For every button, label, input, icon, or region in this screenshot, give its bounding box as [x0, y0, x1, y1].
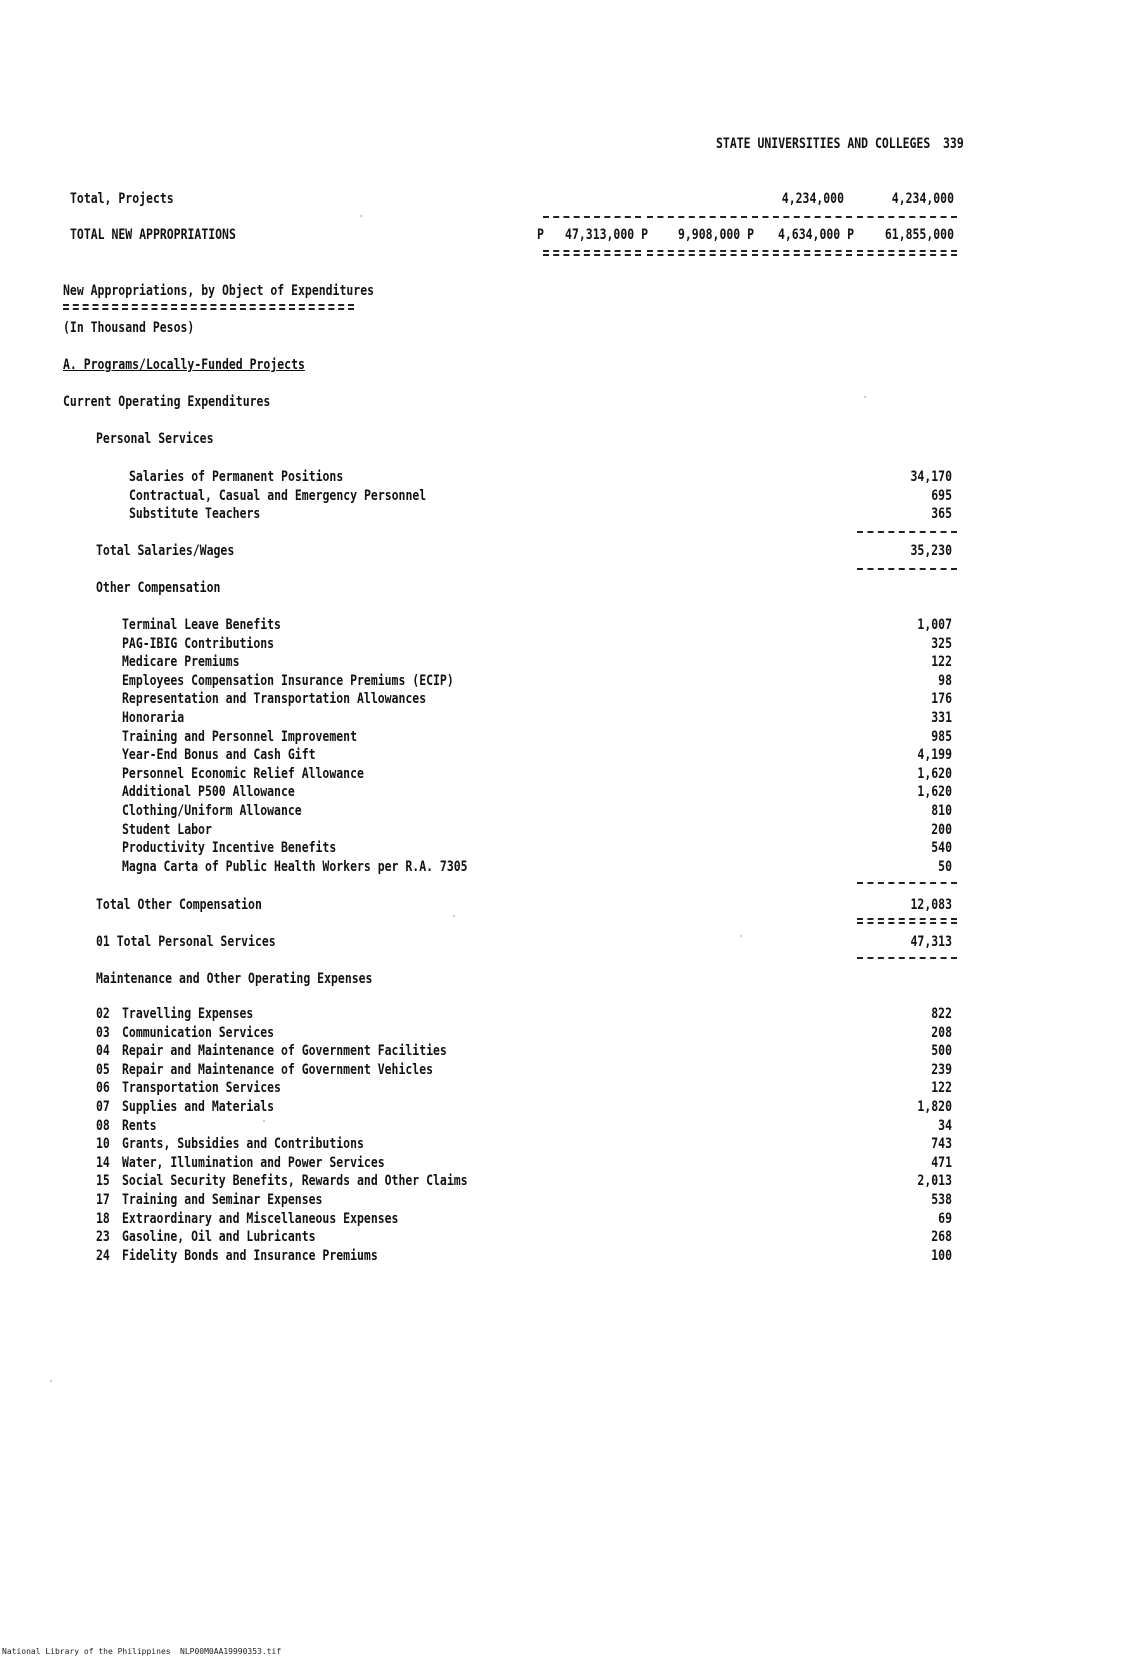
line-item-label: Fidelity Bonds and Insurance Premiums [122, 1247, 378, 1264]
line-item-label: Honoraria [122, 710, 185, 726]
programs-heading: A. Programs/Locally-Funded Projects [63, 357, 305, 373]
line-item-value: 69 [938, 1210, 952, 1227]
line-item-label: Training and Personnel Improvement [122, 728, 357, 745]
rule [857, 531, 957, 533]
line-item-value: 325 [931, 635, 952, 652]
line-item-value: 500 [931, 1043, 952, 1060]
line-item-label: Year-End Bonus and Cash Gift [122, 747, 316, 764]
line-item-value: 331 [931, 710, 952, 726]
double-rule [857, 250, 957, 256]
line-item-value: 176 [931, 691, 952, 708]
line-item-value: 34,170 [910, 469, 952, 485]
expense-code: 08 [96, 1117, 110, 1134]
line-item-label: Repair and Maintenance of Government Vehicles [122, 1061, 434, 1078]
total-personal-services-value: 47,313 [910, 934, 952, 950]
line-item-label: Gasoline, Oil and Lubricants [122, 1229, 316, 1246]
total-salaries-value: 35,230 [910, 543, 952, 559]
rule [857, 957, 957, 959]
rule [752, 216, 852, 218]
line-item-label: Additional P500 Allowance [122, 784, 295, 801]
line-item-label: Clothing/Uniform Allowance [122, 803, 302, 819]
expense-code: 02 [96, 1006, 110, 1022]
expense-code: 04 [96, 1043, 110, 1060]
line-item-label: Medicare Premiums [122, 654, 240, 671]
rule [857, 216, 957, 218]
line-item-label: Supplies and Materials [122, 1099, 275, 1115]
expense-code: 24 [96, 1247, 110, 1264]
line-item-value: 122 [931, 1080, 952, 1097]
line-item-label: Substitute Teachers [129, 506, 261, 522]
line-item-value: 2,013 [917, 1173, 952, 1190]
line-item-label: Terminal Leave Benefits [122, 617, 281, 633]
rule [647, 216, 747, 218]
line-item-label: Water, Illumination and Power Services [122, 1154, 385, 1171]
line-item-label: Personnel Economic Relief Allowance [122, 765, 364, 782]
section-title: New Appropriations, by Object of Expenditures [63, 283, 375, 299]
line-item-value: 239 [931, 1061, 952, 1078]
line-item-label: Extraordinary and Miscellaneous Expenses [122, 1210, 399, 1227]
personal-services-heading: Personal Services [96, 431, 214, 447]
line-item-value: 538 [931, 1192, 952, 1208]
line-item-value: 985 [931, 728, 952, 745]
scan-speck [360, 215, 362, 217]
line-item-value: 1,620 [917, 784, 952, 801]
scan-speck [453, 915, 455, 917]
line-item-value: 122 [931, 654, 952, 671]
expense-code: 10 [96, 1136, 110, 1153]
line-item-value: 471 [931, 1154, 952, 1171]
expense-code: 17 [96, 1192, 110, 1208]
line-item-value: 100 [931, 1247, 952, 1264]
line-item-label: Salaries of Permanent Positions [129, 469, 344, 485]
line-item-label: Employees Compensation Insurance Premiums (ECIP) [122, 672, 454, 689]
line-item-label: Magna Carta of Public Health Workers per R.A. 7305 [122, 858, 468, 875]
line-item-value: 810 [931, 803, 952, 819]
line-item-value: 365 [931, 506, 952, 522]
line-item-value: 1,007 [917, 617, 952, 633]
mooe-heading: Maintenance and Other Operating Expenses [96, 971, 373, 987]
line-item-value: 98 [938, 672, 952, 689]
unit-note: (In Thousand Pesos) [63, 320, 195, 336]
line-item-label: Repair and Maintenance of Government Facilities [122, 1043, 447, 1060]
line-item-value: 200 [931, 821, 952, 838]
total-new-appropriations-label: TOTAL NEW APPROPRIATIONS [70, 227, 236, 243]
line-item-value: 743 [931, 1136, 952, 1153]
double-rule [857, 918, 957, 924]
total-projects-col3: 4,234,000 [781, 191, 844, 207]
total-salaries-label: Total Salaries/Wages [96, 543, 235, 559]
line-item-label: Training and Seminar Expenses [122, 1192, 323, 1208]
line-item-value: 208 [931, 1024, 952, 1041]
line-item-label: Travelling Expenses [122, 1006, 254, 1022]
total-projects-label: Total, Projects [70, 191, 174, 207]
scan-speck [740, 935, 742, 937]
line-item-label: Grants, Subsidies and Contributions [122, 1136, 364, 1153]
line-item-label: Rents [122, 1117, 157, 1134]
total-col2: 9,908,000 P [677, 227, 754, 243]
total-other-compensation-value: 12,083 [910, 897, 952, 913]
scan-speck [50, 1380, 52, 1382]
line-item-value: 34 [938, 1117, 952, 1134]
expense-code: 03 [96, 1024, 110, 1041]
line-item-label: Transportation Services [122, 1080, 281, 1097]
running-header-title: STATE UNIVERSITIES AND COLLEGES [716, 136, 931, 152]
double-rule [543, 250, 641, 256]
other-compensation-heading: Other Compensation [96, 580, 221, 596]
expense-code: 18 [96, 1210, 110, 1227]
peso-sign: P [537, 227, 544, 243]
footer-file: NLP00M0AA19990353.tif [180, 1647, 282, 1656]
expense-code: 15 [96, 1173, 110, 1190]
total-personal-services-label: 01 Total Personal Services [96, 934, 276, 950]
expense-code: 07 [96, 1099, 110, 1115]
rule [857, 882, 957, 884]
section-title-underline [63, 304, 354, 310]
scan-speck [263, 1120, 265, 1122]
line-item-label: Communication Services [122, 1024, 275, 1041]
line-item-label: Social Security Benefits, Rewards and Other Claims [122, 1173, 468, 1190]
footer-library: National Library of the Philippines [2, 1647, 171, 1656]
line-item-value: 540 [931, 840, 952, 857]
line-item-label: PAG-IBIG Contributions [122, 635, 275, 652]
line-item-label: Productivity Incentive Benefits [122, 840, 337, 857]
double-rule [647, 250, 747, 256]
current-operating-heading: Current Operating Expenditures [63, 394, 271, 410]
line-item-value: 695 [931, 487, 952, 504]
line-item-label: Representation and Transportation Allowances [122, 691, 427, 708]
line-item-value: 268 [931, 1229, 952, 1246]
line-item-value: 1,820 [917, 1099, 952, 1115]
expense-code: 14 [96, 1154, 110, 1171]
line-item-value: 4,199 [917, 747, 952, 764]
total-other-compensation-label: Total Other Compensation [96, 897, 262, 913]
total-col4: 61,855,000 [884, 227, 954, 243]
line-item-value: 822 [931, 1006, 952, 1022]
total-col3: 4,634,000 P [777, 227, 854, 243]
line-item-label: Student Labor [122, 821, 212, 838]
double-rule [752, 250, 852, 256]
rule [857, 568, 957, 570]
page-number: 339 [943, 136, 964, 152]
rule [543, 216, 641, 218]
total-projects-col4: 4,234,000 [891, 191, 954, 207]
total-col1: 47,313,000 P [565, 227, 648, 243]
line-item-value: 50 [938, 858, 952, 875]
scan-speck [864, 396, 866, 398]
expense-code: 05 [96, 1061, 110, 1078]
line-item-label: Contractual, Casual and Emergency Personnel [129, 487, 427, 504]
expense-code: 06 [96, 1080, 110, 1097]
line-item-value: 1,620 [917, 765, 952, 782]
expense-code: 23 [96, 1229, 110, 1246]
